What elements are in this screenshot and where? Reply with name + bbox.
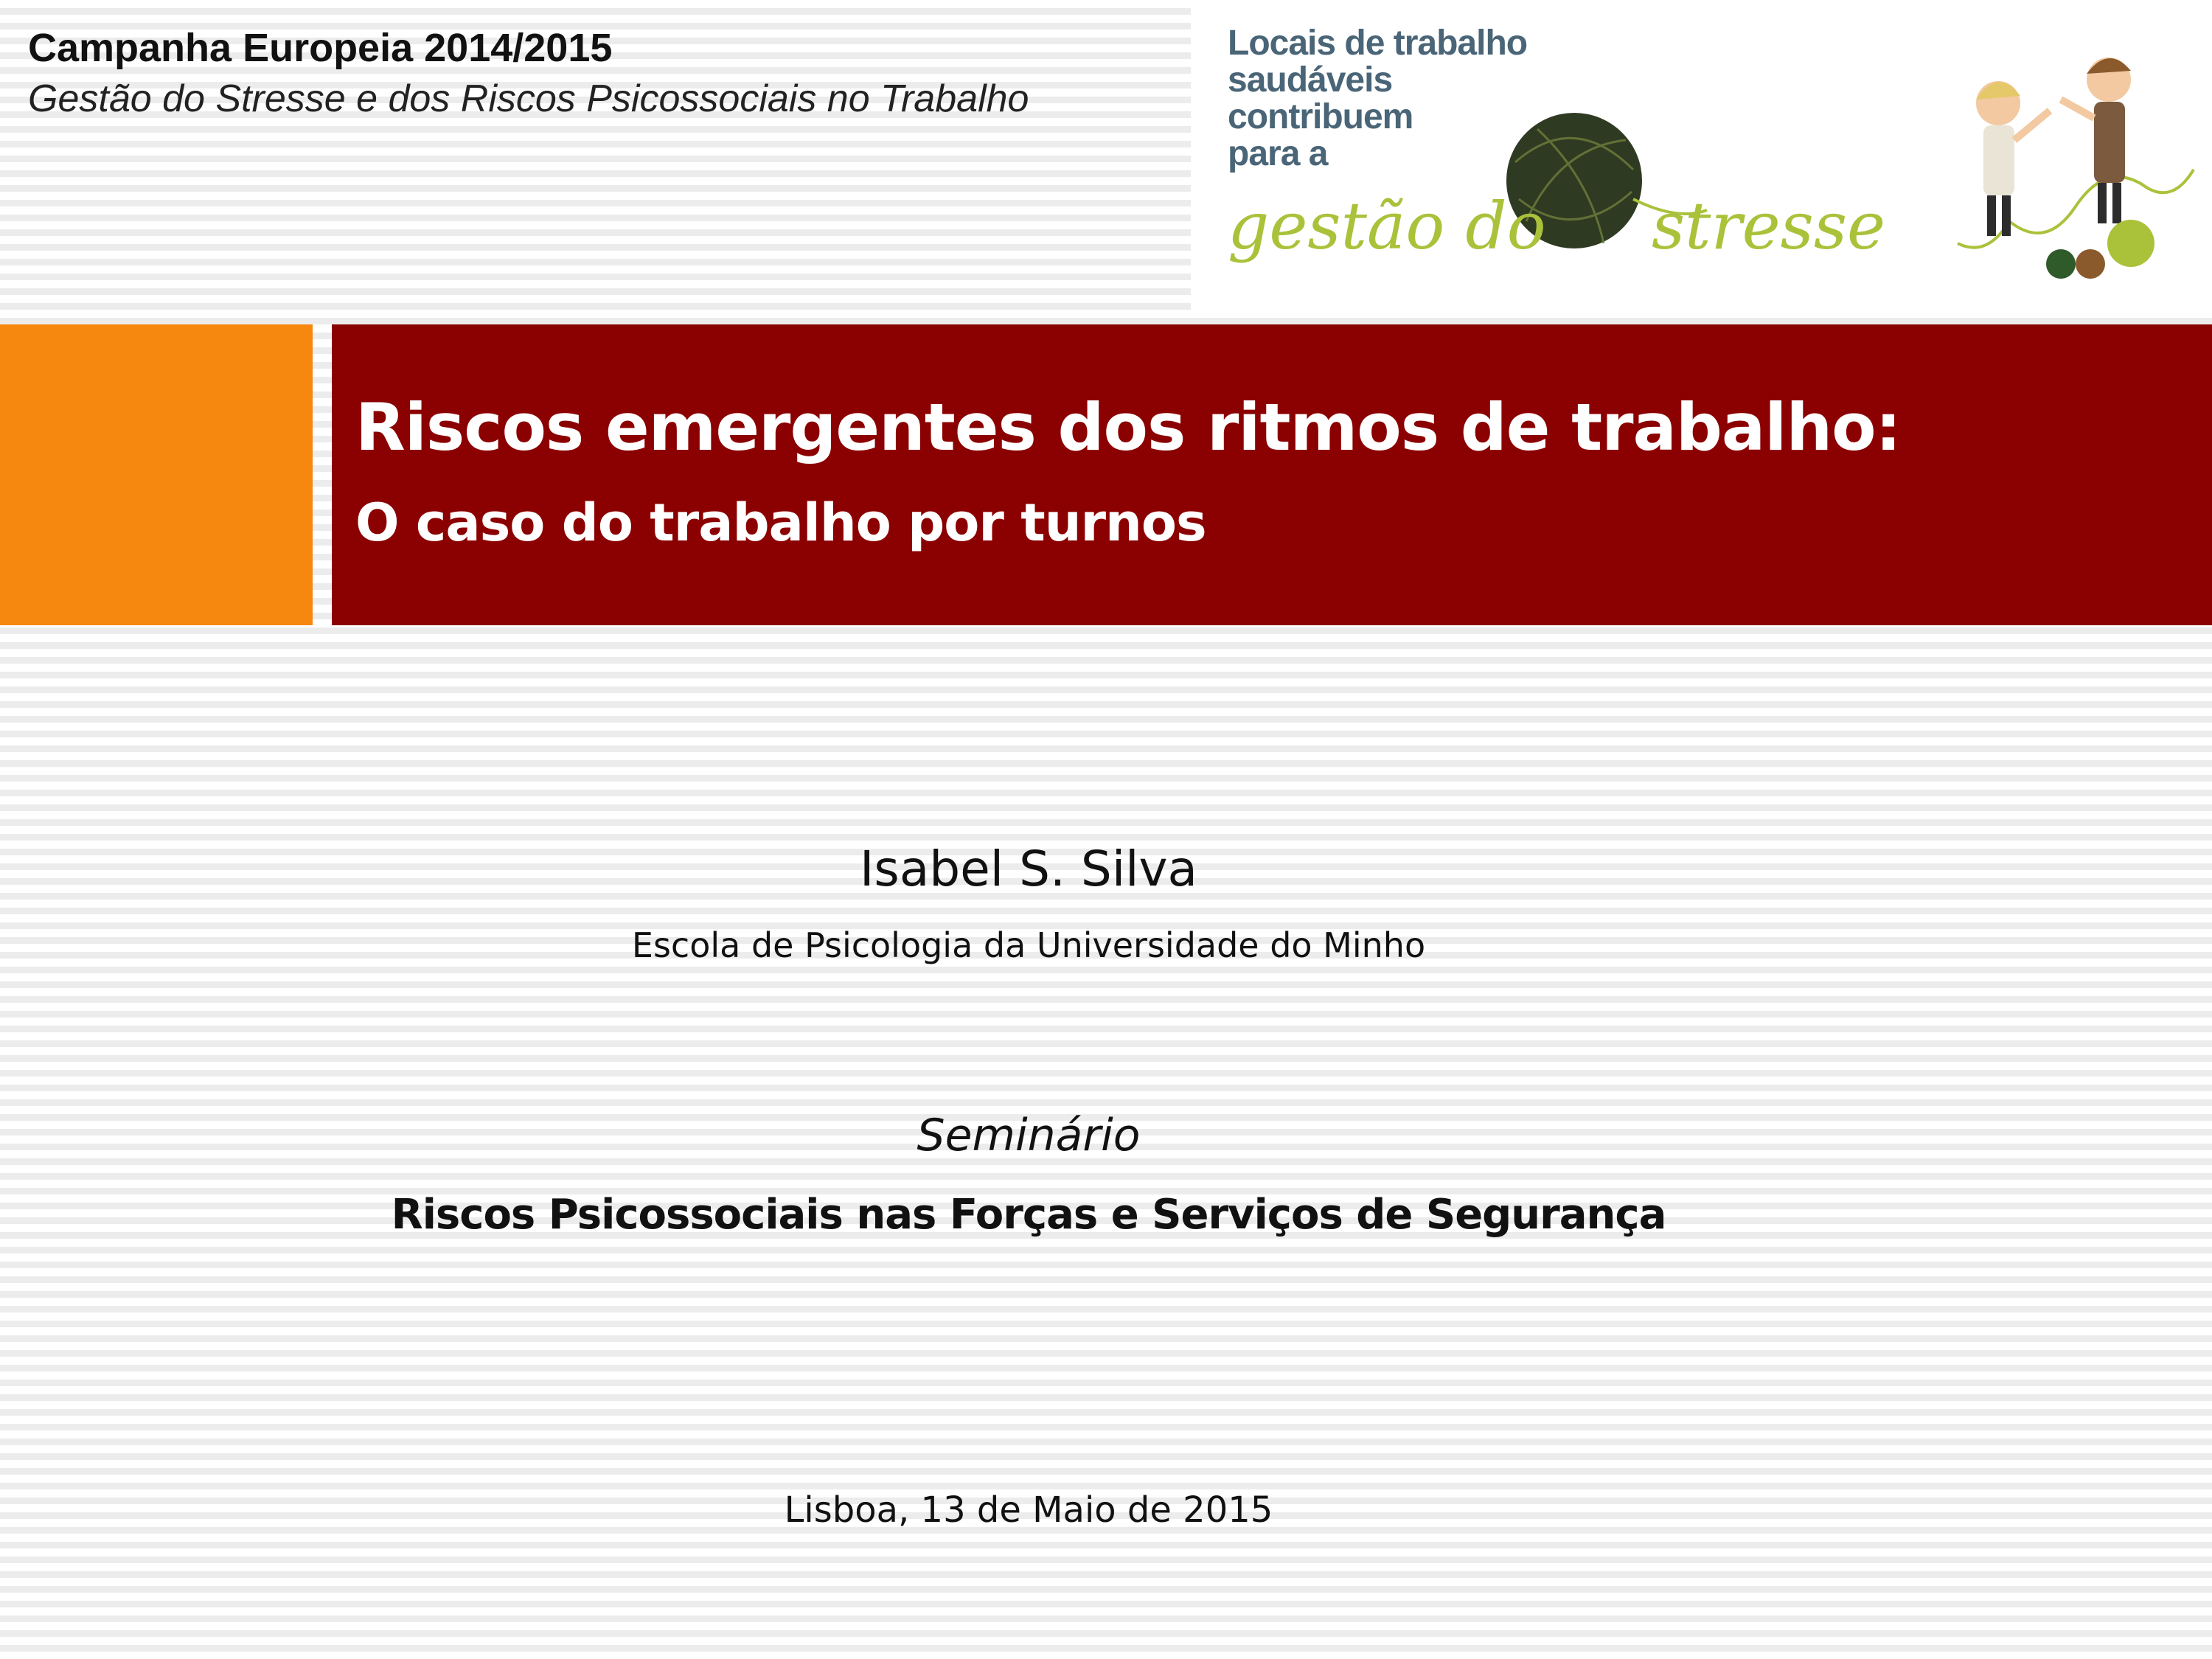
campaign-subtitle: Gestão do Stresse e dos Riscos Psicossociais no Trabalho <box>28 77 1029 120</box>
campaign-title: Campanha Europeia 2014/2015 <box>28 26 613 70</box>
title-bar <box>332 324 2212 625</box>
child-figure-left-icon <box>1976 81 2050 236</box>
slide-subtitle: O caso do trabalho por turnos <box>355 493 1206 553</box>
banner-line: saudáveis <box>1228 60 1393 100</box>
banner-line: para a <box>1228 134 1328 173</box>
ball-dark-icon <box>2046 249 2076 279</box>
banner-script-left: gestão do <box>1228 188 1546 264</box>
accent-block <box>0 324 313 625</box>
banner-line: Locais de trabalho <box>1228 24 1528 63</box>
child-figure-right-icon <box>2061 58 2131 223</box>
banner-script-right: stresse <box>1652 188 1886 264</box>
banner-line: contribuem <box>1228 97 1413 136</box>
ball-green-icon <box>2107 220 2154 267</box>
seminar-title: Riscos Psicossociais nas Forças e Serviços de Segurança <box>391 1191 1666 1239</box>
seminar-label: Seminário <box>917 1110 1141 1161</box>
slide-title: Riscos emergentes dos ritmos de trabalho: <box>355 389 1901 465</box>
ball-brown-icon <box>2076 249 2105 279</box>
author-name: Isabel S. Silva <box>859 841 1198 897</box>
banner-slogan <box>1228 25 1527 173</box>
author-institution: Escola de Psicologia da Universidade do Minho <box>631 925 1426 965</box>
campaign-banner <box>1191 0 2212 310</box>
place-date: Lisboa, 13 de Maio de 2015 <box>784 1489 1273 1531</box>
